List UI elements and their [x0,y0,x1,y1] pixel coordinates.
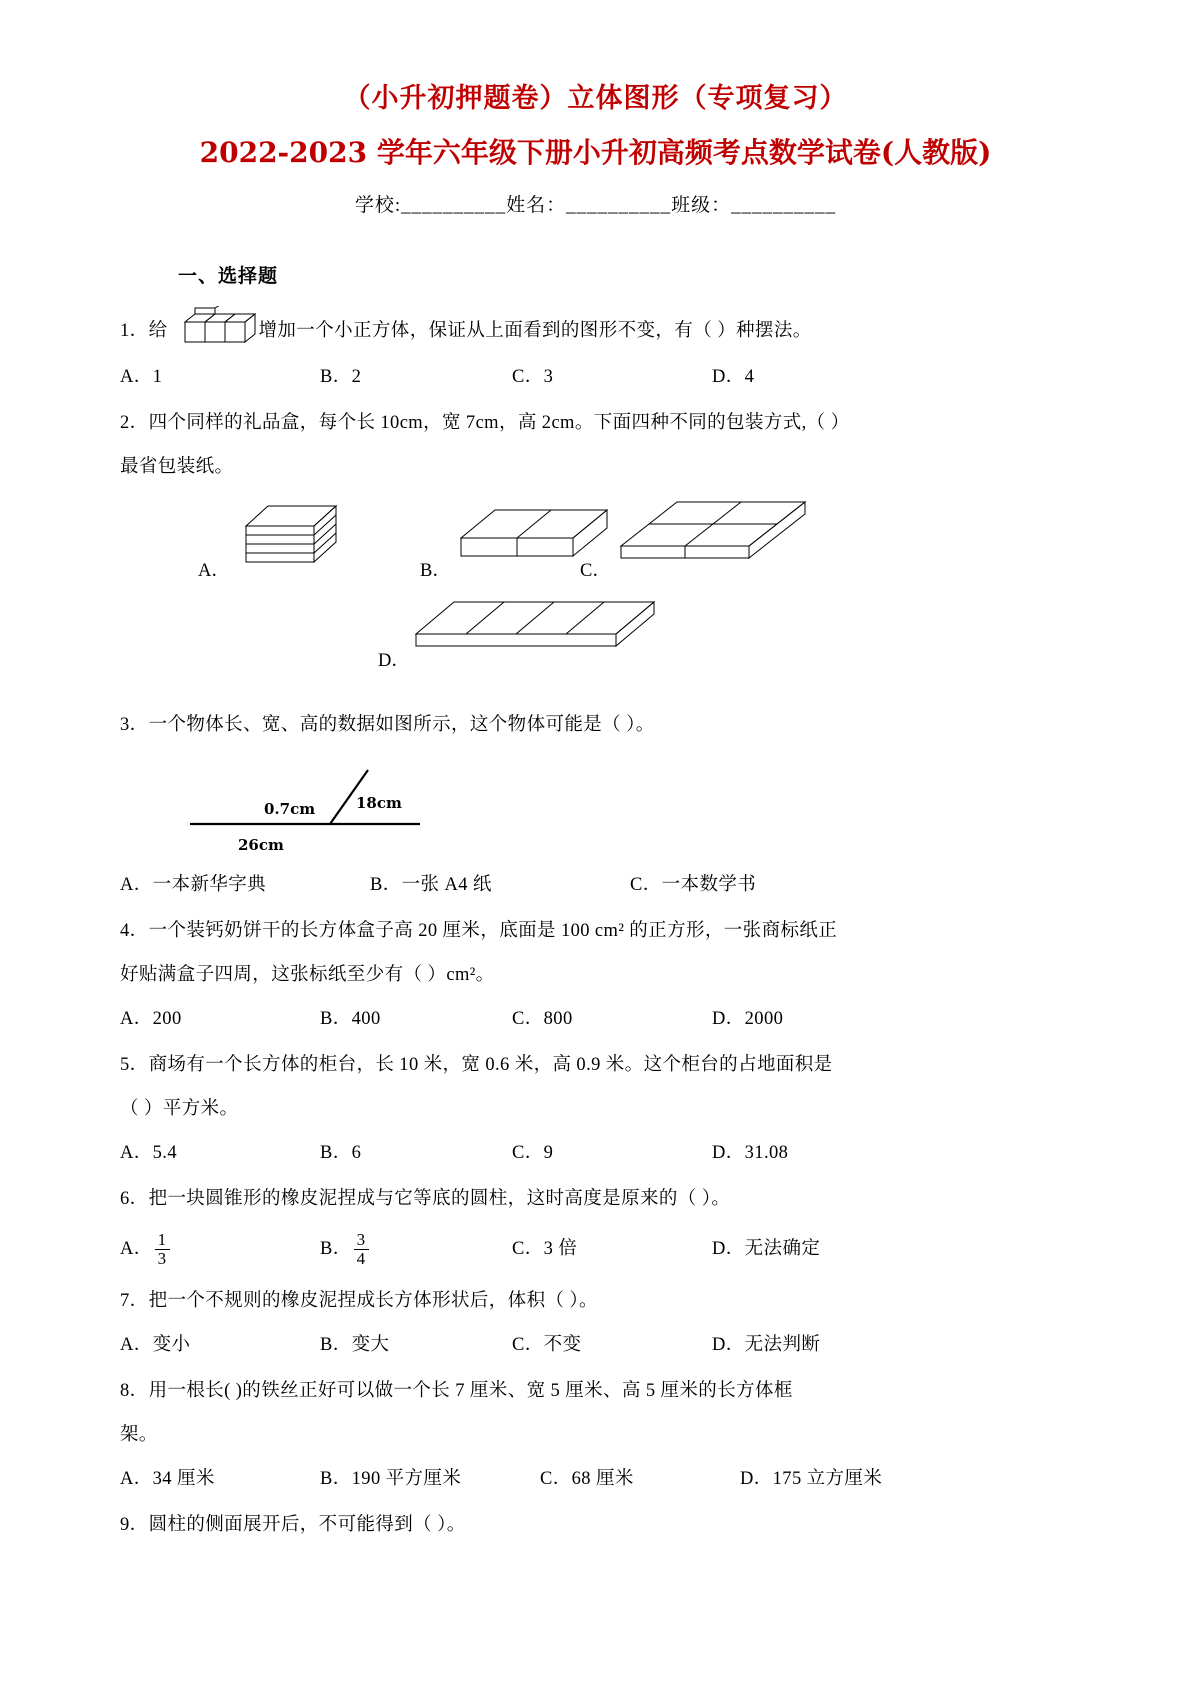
question-1-text-before: 给 [148,320,168,341]
cubes-figure-icon [175,306,257,350]
question-1 [120,306,1071,350]
question-4-line2-row [120,958,1071,992]
question-8 [120,1374,1071,1408]
question-2 [120,406,1071,440]
question-5-number: 5． [120,1054,149,1075]
question-3-height-label: 18cm [356,793,402,812]
student-info-text: 学校:__________姓名：__________班级：__________ [354,194,837,216]
question-1-options [120,360,1071,394]
question-3-options [120,868,1071,902]
question-9-text: 圆柱的侧面展开后，不可能得到（ ）。 [148,1514,466,1535]
question-1-option-d: D．4 [712,366,755,387]
question-1-number: 1． [120,320,149,341]
question-4-number: 4． [120,920,149,941]
question-3-length-label: 26cm [238,835,284,854]
question-6-options [120,1226,1071,1272]
question-6-option-a-prefix: A． [120,1238,153,1259]
question-7-option-d: D．无法判断 [712,1334,821,1355]
student-info-line [120,190,1071,217]
question-2-label-d: D． [378,650,410,671]
question-2-figures [120,494,1071,704]
question-3 [120,708,1071,742]
section-heading-choice: 一、选择题 [178,265,279,287]
fraction-three-quarters [354,1231,369,1268]
question-7-number: 7． [120,1290,149,1311]
question-3-number: 3． [120,714,149,735]
question-1-option-a: A．1 [120,366,163,387]
question-2-label-a: A． [198,560,230,581]
figure-stack-c [615,494,815,584]
question-5-line2: （ ）平方米。 [120,1098,239,1119]
question-1-option-c: C．3 [512,366,554,387]
question-3-text: 一个物体长、宽、高的数据如图所示，这个物体可能是（ ）。 [148,714,655,735]
question-5-line1: 商场有一个长方体的柜台，长 10 米，宽 0.6 米，高 0.9 米。这个柜台的占地面积是 [148,1054,833,1075]
fraction-denominator: 4 [354,1249,369,1268]
question-6-text: 把一块圆锥形的橡皮泥捏成与它等底的圆柱，这时高度是原来的（ ）。 [148,1188,731,1209]
question-3-width-label: 0.7cm [264,799,316,818]
question-4-line1: 一个装钙奶饼干的长方体盒子高 20 厘米，底面是 100 cm² 的正方形，一张商标纸正 [148,920,838,941]
question-7-option-a: A．变小 [120,1334,191,1355]
figure-stack-a [238,500,348,584]
question-2-line2-row [120,450,1071,484]
question-7-option-c: C．不变 [512,1334,582,1355]
question-4-option-a: A．200 [120,1008,182,1029]
page-title-line1: （小升初押题卷）立体图形（专项复习） [343,83,848,113]
fraction-denominator: 3 [155,1249,170,1268]
question-5-option-a: A．5.4 [120,1142,177,1163]
question-2-label-b: B． [420,560,451,581]
question-8-line2-row [120,1418,1071,1452]
question-2-number: 2． [120,412,149,433]
question-5-line2-row [120,1092,1071,1126]
question-4-option-c: C．800 [512,1008,573,1029]
question-5-option-c: C．9 [512,1142,554,1163]
question-8-number: 8． [120,1380,149,1401]
question-6-option-a [120,1226,320,1272]
question-8-line2: 架。 [120,1424,158,1445]
question-6-option-c: C．3 倍 [512,1238,578,1259]
question-8-option-d: D．175 立方厘米 [740,1468,883,1489]
question-5-options [120,1136,1071,1170]
question-1-text-after: 增加一个小正方体，保证从上面看到的图形不变，有（ ）种摆法。 [258,320,812,341]
question-8-option-b: B．190 平方厘米 [320,1468,462,1489]
question-4 [120,914,1071,948]
fraction-numerator: 1 [157,1230,167,1250]
question-6-option-b-prefix: B． [320,1238,352,1259]
question-8-options [120,1462,1071,1496]
question-2-line1: 四个同样的礼品盒，每个长 10cm，宽 7cm，高 2cm。下面四种不同的包装方式,（ ） [148,412,850,433]
question-3-option-b: B．一张 A4 纸 [370,874,492,895]
question-3-figure [180,752,1071,862]
question-5 [120,1048,1071,1082]
question-9 [120,1508,1071,1542]
fraction-numerator: 3 [356,1230,366,1250]
question-4-option-b: B．400 [320,1008,381,1029]
question-8-option-c: C．68 厘米 [540,1468,634,1489]
question-7 [120,1284,1071,1318]
question-6-option-b [320,1226,512,1272]
question-8-line1: 用一根长( )的铁丝正好可以做一个长 7 厘米、宽 5 厘米、高 5 厘米的长方体框 [148,1380,793,1401]
question-5-option-b: B．6 [320,1142,362,1163]
page-title-line2: 2022-2023 学年六年级下册小升初高频考点数学试卷(人教版) [199,135,992,169]
question-1-option-b: B．2 [320,366,362,387]
fraction-one-third [155,1231,170,1268]
question-4-options [120,1002,1071,1036]
question-7-text: 把一个不规则的橡皮泥捏成长方体形状后，体积（ ）。 [148,1290,598,1311]
question-4-line2: 好贴满盒子四周，这张标纸至少有（ ）cm²。 [120,964,495,985]
question-7-option-b: B．变大 [320,1334,390,1355]
question-8-option-a: A．34 厘米 [120,1468,215,1489]
question-9-number: 9． [120,1514,149,1535]
question-3-option-a: A．一本新华字典 [120,874,267,895]
question-6 [120,1182,1071,1216]
question-7-options [120,1328,1071,1362]
question-3-option-c: C．一本数学书 [630,874,757,895]
question-6-number: 6． [120,1188,149,1209]
figure-stack-d [410,594,670,664]
question-5-option-d: D．31.08 [712,1142,789,1163]
question-6-option-d: D．无法确定 [712,1238,821,1259]
question-2-line2: 最省包装纸。 [120,456,234,477]
question-2-label-c: C． [580,560,611,581]
question-4-option-d: D．2000 [712,1008,784,1029]
